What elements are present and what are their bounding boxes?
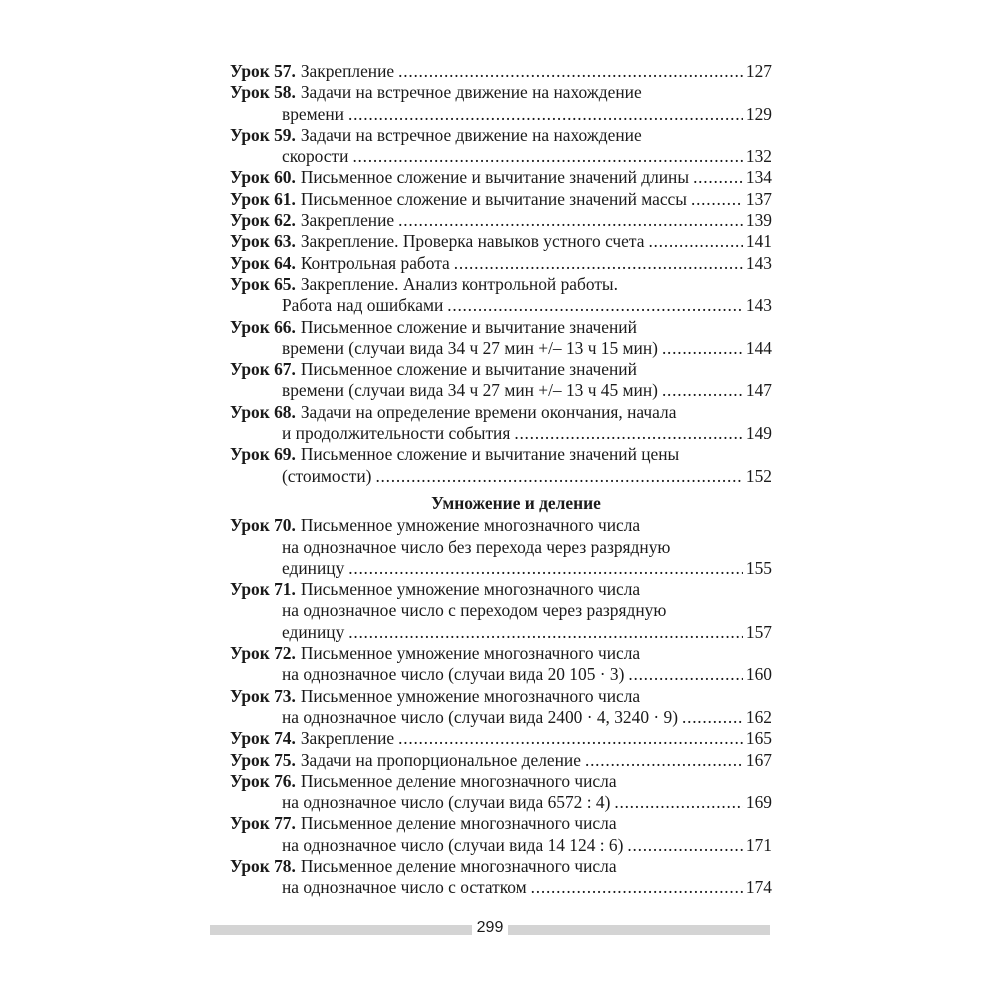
lesson-number: Урок 72. [230,643,296,664]
lesson-title: единицу [282,557,345,578]
toc-entry-line [230,750,772,771]
toc-entry [230,274,772,317]
page-ref: 143 [745,295,772,316]
lesson-number: Урок 59. [230,124,296,145]
toc-entry-line [230,189,772,210]
lesson-number: Урок 70. [230,515,296,536]
toc-entry [230,82,772,125]
page-ref: 137 [745,188,772,209]
lesson-number: Урок 76. [230,770,296,791]
dot-leader [585,750,743,771]
section-title: Умножение и деление [431,492,601,513]
lesson-title: на однозначное число с остатком [282,877,527,898]
lesson-title: (стоимости) [282,465,372,486]
page-ref: 132 [745,146,772,167]
lesson-title: Задачи на определение времени окончания, начала [300,401,677,422]
lesson-title: Письменное сложение и вычитание значений [300,359,637,380]
toc-entry-line [230,558,772,579]
toc-entry [230,643,772,686]
dot-leader [531,877,743,898]
toc-entry-line [230,402,772,423]
lesson-title: на однозначное число (случаи вида 14 124 : 6) [282,834,624,855]
toc-entry [230,253,772,274]
toc-entry [230,125,772,168]
toc-entry-line [230,167,772,188]
toc-entry-line [230,515,772,536]
dot-leader [614,792,743,813]
lesson-title: Закрепление [300,210,395,231]
lesson-title: Письменное сложение и вычитание значений [300,316,637,337]
toc-entry [230,771,772,814]
toc-entry [230,856,772,899]
dot-leader [454,253,743,274]
lesson-title: Работа над ошибками [282,295,444,316]
toc-entry-line [230,600,772,621]
toc-entry [230,813,772,856]
lesson-title: Контрольная работа [300,252,450,273]
lesson-title: Письменное деление многозначного числа [300,813,617,834]
lesson-number: Урок 66. [230,316,296,337]
lesson-title: и продолжительности события [282,423,511,444]
dot-leader [691,189,743,210]
lesson-number: Урок 62. [230,210,296,231]
toc-entry-line [230,210,772,231]
dot-leader [447,295,743,316]
toc-entry [230,444,772,487]
toc-entry-line [230,707,772,728]
toc-entry-line [230,537,772,558]
dot-leader [352,146,742,167]
toc-entry [230,359,772,402]
toc-entry-line [230,104,772,125]
page-ref: 167 [745,749,772,770]
footer-bar-left [210,925,472,935]
lesson-title: Письменное умножение многозначного числа [300,643,641,664]
page-ref: 134 [745,167,772,188]
toc-entry-line [230,728,772,749]
toc-entry [230,167,772,188]
lesson-title: Задачи на встречное движение на нахождение [300,82,642,103]
page-ref: 129 [745,103,772,124]
lesson-number: Урок 69. [230,444,296,465]
page-ref: 141 [745,231,772,252]
lesson-number: Урок 73. [230,685,296,706]
page-ref: 157 [745,621,772,642]
page-ref: 162 [745,706,772,727]
lesson-title: Задачи на пропорциональное деление [300,749,581,770]
toc-entry-line [230,686,772,707]
toc-entry-line [230,579,772,600]
page-ref: 165 [745,728,772,749]
toc-entry-line [230,622,772,643]
toc-entry [230,210,772,231]
toc-entry [230,61,772,82]
lesson-number: Урок 64. [230,252,296,273]
toc-entry-line [230,359,772,380]
lesson-title: времени (случаи вида 34 ч 27 мин +/– 13 ч 45 мин) [282,380,658,401]
lesson-number: Урок 74. [230,728,296,749]
toc-entry-line [230,274,772,295]
toc-entry-line [230,643,772,664]
dot-leader [693,167,743,188]
page-ref: 152 [745,465,772,486]
lesson-title: времени (случаи вида 34 ч 27 мин +/– 13 ч 15 мин) [282,337,658,358]
lesson-title: Письменное умножение многозначного числа [300,579,641,600]
toc-entry-line [230,231,772,252]
dot-leader [348,104,743,125]
page-ref: 147 [745,380,772,401]
toc-entry-line [230,856,772,877]
dot-leader [375,466,742,487]
dot-leader [627,835,742,856]
page-ref: 149 [745,423,772,444]
lesson-title: Письменное умножение многозначного числа [300,685,641,706]
page-ref: 171 [745,834,772,855]
lesson-title: Письменное сложение и вычитание значений цены [300,444,680,465]
toc-entry-line [230,466,772,487]
dot-leader [514,423,743,444]
dot-leader [348,622,743,643]
toc-entry-line [230,771,772,792]
dot-leader [398,210,743,231]
lesson-title: скорости [282,146,349,167]
toc-entry-line [230,877,772,898]
lesson-number: Урок 60. [230,167,296,188]
toc-entry [230,231,772,252]
lesson-title: на однозначное число с переходом через разрядную [282,600,667,621]
dot-leader [348,558,743,579]
toc-entry-line [230,444,772,465]
lesson-title: времени [282,103,344,124]
lesson-title: Закрепление. Анализ контрольной работы. [300,273,618,294]
toc-entry-line [230,61,772,82]
lesson-number: Урок 58. [230,82,296,103]
toc-entry-line [230,664,772,685]
lesson-title: на однозначное число (случаи вида 2400 · 4, 3240 · 9) [282,706,678,727]
toc-entry [230,189,772,210]
footer-bar-right [508,925,770,935]
lesson-title: Письменное сложение и вычитание значений длины [300,167,690,188]
lesson-number: Урок 77. [230,813,296,834]
dot-leader [398,728,743,749]
dot-leader [628,664,743,685]
dot-leader [648,231,742,252]
page-ref: 160 [745,664,772,685]
lesson-title: Закрепление [300,61,395,81]
lesson-title: единицу [282,621,345,642]
toc-entry [230,515,772,579]
toc-entry [230,402,772,445]
page-footer [210,920,770,940]
lesson-number: Урок 61. [230,188,296,209]
lesson-title: на однозначное число (случаи вида 20 105 · 3) [282,664,625,685]
lesson-number: Урок 57. [230,61,296,81]
lesson-number: Урок 67. [230,359,296,380]
lesson-title: Письменное сложение и вычитание значений массы [300,188,687,209]
toc-entry-line [230,813,772,834]
toc-entry-line [230,125,772,146]
toc-entry-line [230,792,772,813]
lesson-title: Закрепление [300,728,395,749]
toc-entry-line [230,835,772,856]
page-ref: 143 [745,252,772,273]
lesson-number: Урок 75. [230,749,296,770]
page-ref: 174 [745,877,772,898]
lesson-number: Урок 68. [230,401,296,422]
toc-entry-line [230,253,772,274]
toc-group-before [230,61,772,487]
lesson-number: Урок 63. [230,231,296,252]
toc-entry-line [230,423,772,444]
dot-leader [682,707,743,728]
lesson-number: Урок 78. [230,855,296,876]
lesson-title: Задачи на встречное движение на нахождение [300,124,642,145]
page-ref: 127 [745,61,772,81]
page-ref: 144 [745,337,772,358]
dot-leader [398,61,743,82]
toc-entry [230,686,772,729]
lesson-title: на однозначное число без перехода через разрядную [282,536,671,557]
toc-entry [230,317,772,360]
lesson-title: на однозначное число (случаи вида 6572 : 4) [282,792,611,813]
toc-group-after [230,515,772,898]
lesson-title: Письменное умножение многозначного числа [300,515,641,536]
lesson-title: Письменное деление многозначного числа [300,855,617,876]
toc-entry [230,750,772,771]
toc-entry [230,579,772,643]
page-ref: 139 [745,210,772,231]
dot-leader [662,338,743,359]
lesson-number: Урок 65. [230,273,296,294]
toc-entry-line [230,380,772,401]
lesson-title: Закрепление. Проверка навыков устного счета [300,231,645,252]
toc-entry [230,728,772,749]
lesson-number: Урок 71. [230,579,296,600]
table-of-contents [230,61,772,899]
page-number: 299 [476,919,504,936]
toc-entry-line [230,146,772,167]
dot-leader [662,380,743,401]
page-ref: 155 [745,557,772,578]
page-ref: 169 [745,792,772,813]
toc-entry-line [230,295,772,316]
toc-entry-line [230,338,772,359]
toc-entry-line [230,317,772,338]
toc-entry-line [230,82,772,103]
lesson-title: Письменное деление многозначного числа [300,770,617,791]
